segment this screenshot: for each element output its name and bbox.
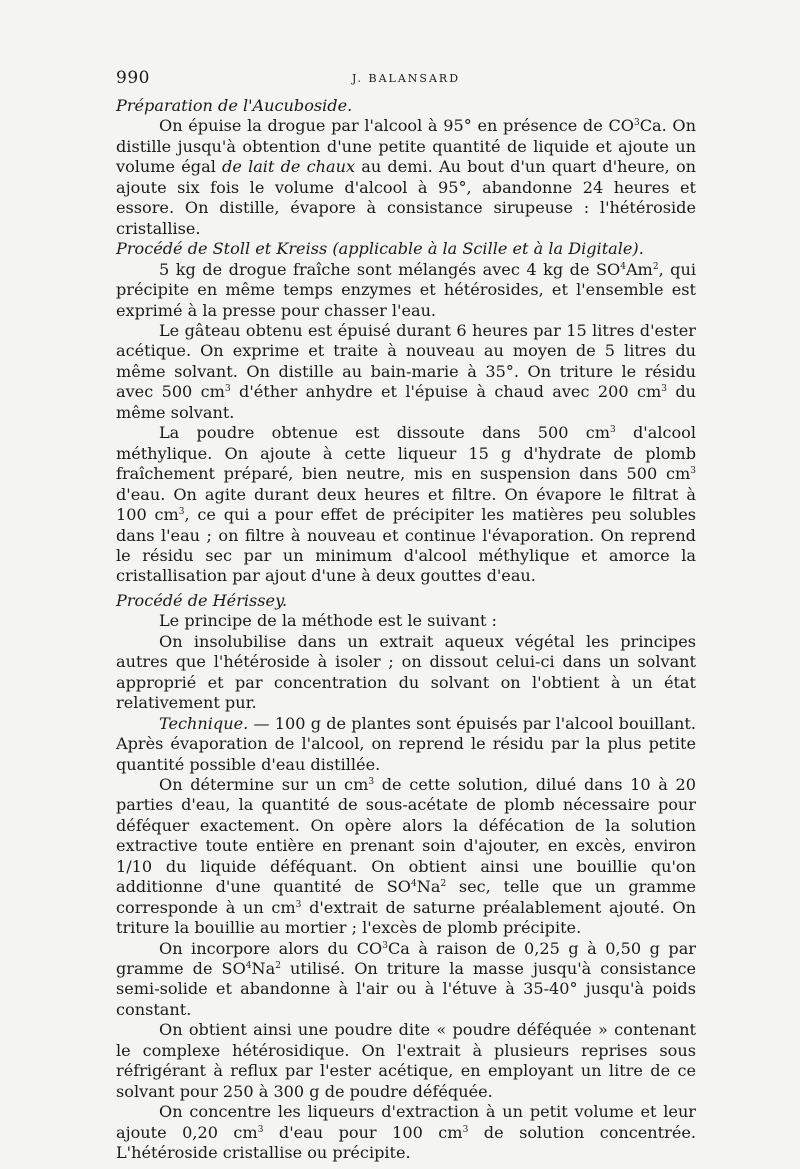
technique-label: Technique. [159,713,249,733]
section-title-aucuboside: Préparation de l'Aucuboside. [116,96,353,115]
paragraph-aucuboside: On épuise la drogue par l'alcool à 95° en présence de $CO^3Ca$. On distille jusqu'à obtention d'une petite quantité de liquide et ajoute un volume égal de lait de chaux au demi. Au bout d'un quart d'heure, on ajoute six fois le volume d'alcool à 95°, abandonne 24 heures et essore. On distille, évapore à consistance sirupeuse : l'hétéroside cristallise. [116,116,696,238]
paragraph-herissey-7: On concentre les liqueurs d'extraction à un petit volume et leur ajoute 0,20 $cm^3$ d'eau pour 100 $cm^3$ de solution concentrée. L'hétéroside cristallise ou précipite. [116,1102,696,1163]
running-title: J. BALANSARD [351,72,461,85]
section-title-stoll-kreiss: Procédé de Stoll et Kreiss (applicable à la Scille et à la Digitale). [116,239,644,259]
section-title-herissey: Procédé de Hérissey. [116,590,288,610]
paragraph-herissey-principle: Le principe de la méthode est le suivant : [159,611,497,631]
paragraph-herissey-5: On incorpore alors du $CO^3Ca$ à raison de 0,25 g à 0,50 g par gramme de $SO^4Na^2$ utilisé. On triture la masse jusqu'à consistance semi-solide et abandonne à l'air ou à l'étuve à 35-40° jusqu'à poids constant. [116,938,696,1019]
paragraph-stoll-2: Le gâteau obtenu est épuisé durant 6 heures par 15 litres d'ester acétique. On exprime et traite à nouveau au moyen de 5 litres du même solvant. On distille au bain-marie à 35°. On triture le résidu avec 500 $cm^3$ d'éther anhydre et l'épuise à chaud avec 200 $cm^3$ du même solvant. [116,320,696,422]
paragraph-stoll-1: 5 kg de drogue fraîche sont mélangés avec 4 kg de $SO^4Am^2$, qui précipite en même temps enzymes et hétérosides, et l'ensemble est exprimé à la presse pour chasser l'eau. [116,259,697,320]
paragraph-herissey-2: On insolubilise dans un extrait aqueux végétal les principes autres que l'hétéroside à isoler ; on dissout celui-ci dans un solvant approprié et par concentration du solvant on l'obtient à un état relativement pur. [116,631,696,713]
paragraph-stoll-3: La poudre obtenue est dissoute dans 500 $cm^3$ d'alcool méthylique. On ajoute à cette liqueur 15 g d'hydrate de plomb fraîchement préparé, bien neutre, mis en suspension dans 500 $cm^3$ d'eau. On agite durant deux heures et filtre. On évapore le filtrat à 100 $cm^3$, ce qui a pour effet de précipiter les matières peu solubles dans l'eau ; on filtre à nouveau et continue l'évaporation. On reprend le résidu sec par un minimum d'alcool méthylique et amorce la cristallisation par ajout d'une à deux gouttes d'eau. [116,423,697,586]
paragraph-herissey-technique: Technique. — 100 g de plantes sont épuisés par l'alcool bouillant. Après évaporation de l'alcool, on reprend le résidu par la plus petite quantité possible d'eau distillée. [116,713,696,774]
page-number: 990 [116,68,150,88]
body-text [116,96,696,1164]
paragraph-herissey-6: On obtient ainsi une poudre dite « poudre déféquée » contenant le complexe hétérosidique. On l'extrait à plusieurs reprises sous réfrigérant à reflux par l'ester acétique, en employant un litre de ce solvant pour 250 à 300 g de poudre déféquée. [116,1020,696,1101]
paragraph-herissey-4: On détermine sur un $cm^3$ de cette solution, dilué dans 10 à 20 parties d'eau, la quantité de sous-acétate de plomb nécessaire pour déféquer exactement. On opère alors la défécation de la solution extractive toute entière en prenant soin d'ajouter, en excès, environ 1/10 du liquide déféquant. On obtient ainsi une bouillie qu'on additionne d'une quantité de $SO^4Na^2$ sec, telle que un gramme corresponde à un $cm^3$ d'extrait de saturne préalablement ajouté. On triture la bouillie au mortier ; l'excès de plomb précipite. [116,774,696,938]
page-header [116,68,696,90]
